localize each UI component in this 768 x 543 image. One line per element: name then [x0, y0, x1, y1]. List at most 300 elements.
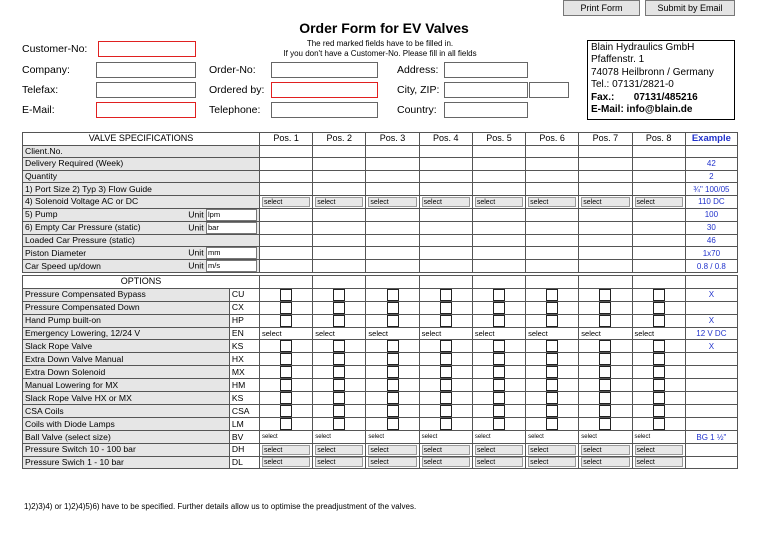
option-select[interactable]: select: [581, 445, 629, 455]
option-checkbox[interactable]: [546, 379, 558, 391]
option-checkbox[interactable]: [440, 340, 452, 352]
position-cell[interactable]: [419, 418, 472, 431]
position-cell[interactable]: [313, 208, 366, 221]
option-checkbox[interactable]: [493, 405, 505, 417]
position-cell[interactable]: [526, 158, 579, 171]
option-select[interactable]: select: [368, 457, 416, 467]
voltage-select[interactable]: select: [528, 197, 576, 207]
option-select[interactable]: select: [528, 432, 576, 442]
option-checkbox[interactable]: [387, 418, 399, 430]
position-cell[interactable]: [472, 288, 525, 301]
option-select[interactable]: select: [368, 445, 416, 455]
option-checkbox[interactable]: [653, 353, 665, 365]
position-cell[interactable]: [526, 392, 579, 405]
position-cell[interactable]: [313, 221, 366, 234]
option-select[interactable]: select: [315, 329, 363, 339]
option-checkbox[interactable]: [653, 418, 665, 430]
position-cell[interactable]: [526, 221, 579, 234]
position-cell[interactable]: [526, 234, 579, 247]
position-cell[interactable]: [579, 195, 632, 208]
option-checkbox[interactable]: [333, 302, 345, 314]
position-cell[interactable]: [579, 170, 632, 183]
option-checkbox[interactable]: [387, 315, 399, 327]
position-cell[interactable]: [579, 260, 632, 273]
option-checkbox[interactable]: [546, 340, 558, 352]
position-cell[interactable]: [366, 392, 419, 405]
position-cell[interactable]: [366, 456, 419, 469]
submit-by-email-button[interactable]: Submit by Email: [645, 0, 735, 16]
position-cell[interactable]: [366, 145, 419, 158]
position-cell[interactable]: [472, 392, 525, 405]
position-cell[interactable]: [419, 327, 472, 340]
position-cell[interactable]: [313, 314, 366, 327]
position-cell[interactable]: [472, 195, 525, 208]
position-cell[interactable]: [313, 195, 366, 208]
position-cell[interactable]: [632, 405, 685, 418]
position-cell[interactable]: [366, 431, 419, 444]
position-cell[interactable]: [259, 247, 312, 260]
option-checkbox[interactable]: [440, 379, 452, 391]
option-checkbox[interactable]: [280, 418, 292, 430]
option-checkbox[interactable]: [333, 289, 345, 301]
position-cell[interactable]: [526, 288, 579, 301]
position-cell[interactable]: [632, 260, 685, 273]
position-cell[interactable]: [366, 443, 419, 456]
position-cell[interactable]: [313, 443, 366, 456]
position-cell[interactable]: [259, 392, 312, 405]
position-cell[interactable]: [579, 340, 632, 353]
position-cell[interactable]: [313, 158, 366, 171]
position-cell[interactable]: [313, 288, 366, 301]
option-select[interactable]: select: [475, 457, 523, 467]
option-checkbox[interactable]: [280, 392, 292, 404]
position-cell[interactable]: [419, 247, 472, 260]
option-checkbox[interactable]: [546, 353, 558, 365]
option-checkbox[interactable]: [440, 353, 452, 365]
position-cell[interactable]: [366, 234, 419, 247]
position-cell[interactable]: [632, 418, 685, 431]
position-cell[interactable]: [579, 405, 632, 418]
position-cell[interactable]: [632, 353, 685, 366]
position-cell[interactable]: [632, 366, 685, 379]
position-cell[interactable]: [259, 340, 312, 353]
position-cell[interactable]: [632, 314, 685, 327]
voltage-select[interactable]: select: [262, 197, 310, 207]
address-field[interactable]: [444, 62, 528, 78]
position-cell[interactable]: [526, 301, 579, 314]
position-cell[interactable]: [526, 170, 579, 183]
position-cell[interactable]: [419, 314, 472, 327]
position-cell[interactable]: [259, 366, 312, 379]
option-checkbox[interactable]: [599, 315, 611, 327]
option-checkbox[interactable]: [280, 353, 292, 365]
position-cell[interactable]: [472, 379, 525, 392]
position-cell[interactable]: [366, 366, 419, 379]
option-checkbox[interactable]: [440, 315, 452, 327]
position-cell[interactable]: [313, 353, 366, 366]
position-cell[interactable]: [259, 353, 312, 366]
option-checkbox[interactable]: [599, 379, 611, 391]
company-field[interactable]: [96, 62, 196, 78]
position-cell[interactable]: [632, 456, 685, 469]
position-cell[interactable]: [313, 260, 366, 273]
position-cell[interactable]: [632, 195, 685, 208]
voltage-select[interactable]: select: [315, 197, 363, 207]
option-checkbox[interactable]: [280, 405, 292, 417]
position-cell[interactable]: [632, 327, 685, 340]
print-form-button[interactable]: Print Form: [563, 0, 640, 16]
option-checkbox[interactable]: [387, 366, 399, 378]
position-cell[interactable]: [632, 183, 685, 196]
option-select[interactable]: select: [262, 445, 310, 455]
position-cell[interactable]: [419, 366, 472, 379]
position-cell[interactable]: [366, 247, 419, 260]
option-select[interactable]: select: [528, 445, 576, 455]
option-checkbox[interactable]: [280, 289, 292, 301]
position-cell[interactable]: [313, 247, 366, 260]
option-checkbox[interactable]: [440, 366, 452, 378]
position-cell[interactable]: [419, 195, 472, 208]
zip-field[interactable]: [529, 82, 569, 98]
position-cell[interactable]: [632, 379, 685, 392]
position-cell[interactable]: [526, 405, 579, 418]
position-cell[interactable]: [526, 340, 579, 353]
position-cell[interactable]: [259, 145, 312, 158]
position-cell[interactable]: [579, 183, 632, 196]
option-select[interactable]: select: [422, 457, 470, 467]
option-checkbox[interactable]: [333, 392, 345, 404]
position-cell[interactable]: [366, 301, 419, 314]
option-checkbox[interactable]: [440, 302, 452, 314]
position-cell[interactable]: [419, 221, 472, 234]
position-cell[interactable]: [366, 288, 419, 301]
position-cell[interactable]: [259, 183, 312, 196]
position-cell[interactable]: [259, 405, 312, 418]
position-cell[interactable]: [632, 234, 685, 247]
option-checkbox[interactable]: [333, 405, 345, 417]
option-checkbox[interactable]: [599, 405, 611, 417]
position-cell[interactable]: [419, 379, 472, 392]
position-cell[interactable]: [579, 314, 632, 327]
option-checkbox[interactable]: [653, 405, 665, 417]
option-select[interactable]: select: [315, 432, 363, 442]
position-cell[interactable]: [419, 456, 472, 469]
position-cell[interactable]: [419, 170, 472, 183]
position-cell[interactable]: [259, 195, 312, 208]
position-cell[interactable]: [526, 208, 579, 221]
position-cell[interactable]: [419, 301, 472, 314]
option-checkbox[interactable]: [493, 418, 505, 430]
position-cell[interactable]: [366, 340, 419, 353]
position-cell[interactable]: [313, 405, 366, 418]
position-cell[interactable]: [313, 183, 366, 196]
position-cell[interactable]: [259, 431, 312, 444]
position-cell[interactable]: [472, 353, 525, 366]
option-checkbox[interactable]: [493, 315, 505, 327]
option-checkbox[interactable]: [387, 289, 399, 301]
position-cell[interactable]: [472, 145, 525, 158]
position-cell[interactable]: [632, 443, 685, 456]
option-checkbox[interactable]: [440, 405, 452, 417]
option-checkbox[interactable]: [333, 418, 345, 430]
position-cell[interactable]: [579, 301, 632, 314]
position-cell[interactable]: [579, 208, 632, 221]
option-select[interactable]: select: [581, 432, 629, 442]
position-cell[interactable]: [579, 366, 632, 379]
position-cell[interactable]: [579, 456, 632, 469]
position-cell[interactable]: [366, 158, 419, 171]
position-cell[interactable]: [366, 260, 419, 273]
position-cell[interactable]: [419, 208, 472, 221]
option-select[interactable]: select: [422, 432, 470, 442]
option-select[interactable]: select: [635, 445, 683, 455]
position-cell[interactable]: [313, 379, 366, 392]
position-cell[interactable]: [313, 431, 366, 444]
unit-field[interactable]: lpm: [206, 209, 257, 221]
unit-field[interactable]: mm: [206, 247, 257, 259]
position-cell[interactable]: [366, 195, 419, 208]
position-cell[interactable]: [526, 456, 579, 469]
option-select[interactable]: select: [262, 457, 310, 467]
position-cell[interactable]: [366, 353, 419, 366]
option-select[interactable]: select: [528, 457, 576, 467]
position-cell[interactable]: [366, 170, 419, 183]
position-cell[interactable]: [632, 158, 685, 171]
option-checkbox[interactable]: [333, 353, 345, 365]
option-select[interactable]: select: [635, 457, 683, 467]
option-checkbox[interactable]: [387, 353, 399, 365]
position-cell[interactable]: [419, 234, 472, 247]
position-cell[interactable]: [366, 327, 419, 340]
position-cell[interactable]: [526, 260, 579, 273]
position-cell[interactable]: [313, 392, 366, 405]
option-checkbox[interactable]: [280, 340, 292, 352]
option-checkbox[interactable]: [493, 302, 505, 314]
option-checkbox[interactable]: [546, 315, 558, 327]
option-checkbox[interactable]: [387, 379, 399, 391]
option-checkbox[interactable]: [440, 289, 452, 301]
option-checkbox[interactable]: [546, 289, 558, 301]
position-cell[interactable]: [259, 158, 312, 171]
position-cell[interactable]: [472, 443, 525, 456]
position-cell[interactable]: [419, 183, 472, 196]
customer-no-field[interactable]: [98, 41, 196, 57]
position-cell[interactable]: [419, 443, 472, 456]
position-cell[interactable]: [526, 145, 579, 158]
position-cell[interactable]: [526, 327, 579, 340]
position-cell[interactable]: [632, 221, 685, 234]
position-cell[interactable]: [579, 288, 632, 301]
position-cell[interactable]: [366, 208, 419, 221]
option-checkbox[interactable]: [387, 302, 399, 314]
position-cell[interactable]: [526, 366, 579, 379]
position-cell[interactable]: [419, 431, 472, 444]
option-checkbox[interactable]: [280, 315, 292, 327]
position-cell[interactable]: [313, 145, 366, 158]
position-cell[interactable]: [526, 195, 579, 208]
position-cell[interactable]: [472, 260, 525, 273]
option-checkbox[interactable]: [280, 302, 292, 314]
position-cell[interactable]: [313, 366, 366, 379]
position-cell[interactable]: [472, 221, 525, 234]
position-cell[interactable]: [579, 443, 632, 456]
option-checkbox[interactable]: [599, 340, 611, 352]
option-checkbox[interactable]: [599, 353, 611, 365]
position-cell[interactable]: [259, 314, 312, 327]
email-field[interactable]: [96, 102, 196, 118]
position-cell[interactable]: [472, 340, 525, 353]
ordered-by-field[interactable]: [271, 82, 378, 98]
position-cell[interactable]: [419, 353, 472, 366]
option-checkbox[interactable]: [440, 392, 452, 404]
option-select[interactable]: select: [262, 329, 310, 339]
position-cell[interactable]: [472, 301, 525, 314]
position-cell[interactable]: [366, 221, 419, 234]
option-checkbox[interactable]: [599, 418, 611, 430]
option-checkbox[interactable]: [333, 379, 345, 391]
option-checkbox[interactable]: [493, 392, 505, 404]
position-cell[interactable]: [313, 418, 366, 431]
position-cell[interactable]: [632, 392, 685, 405]
option-checkbox[interactable]: [440, 418, 452, 430]
position-cell[interactable]: [419, 145, 472, 158]
position-cell[interactable]: [472, 456, 525, 469]
position-cell[interactable]: [526, 379, 579, 392]
option-checkbox[interactable]: [546, 392, 558, 404]
option-select[interactable]: select: [635, 432, 683, 442]
order-no-field[interactable]: [271, 62, 378, 78]
telephone-field[interactable]: [271, 102, 378, 118]
option-checkbox[interactable]: [387, 392, 399, 404]
option-select[interactable]: select: [475, 445, 523, 455]
position-cell[interactable]: [472, 418, 525, 431]
position-cell[interactable]: [259, 260, 312, 273]
option-checkbox[interactable]: [653, 315, 665, 327]
position-cell[interactable]: [526, 183, 579, 196]
position-cell[interactable]: [313, 327, 366, 340]
position-cell[interactable]: [632, 340, 685, 353]
option-checkbox[interactable]: [653, 340, 665, 352]
voltage-select[interactable]: select: [422, 197, 470, 207]
position-cell[interactable]: [579, 392, 632, 405]
position-cell[interactable]: [366, 405, 419, 418]
position-cell[interactable]: [472, 366, 525, 379]
position-cell[interactable]: [472, 314, 525, 327]
city-field[interactable]: [444, 82, 528, 98]
option-select[interactable]: select: [475, 329, 523, 339]
position-cell[interactable]: [632, 247, 685, 260]
position-cell[interactable]: [579, 431, 632, 444]
position-cell[interactable]: [579, 247, 632, 260]
position-cell[interactable]: [259, 288, 312, 301]
position-cell[interactable]: [366, 379, 419, 392]
position-cell[interactable]: [259, 443, 312, 456]
position-cell[interactable]: [472, 208, 525, 221]
position-cell[interactable]: [632, 301, 685, 314]
position-cell[interactable]: [419, 158, 472, 171]
option-checkbox[interactable]: [493, 289, 505, 301]
option-checkbox[interactable]: [653, 366, 665, 378]
position-cell[interactable]: [472, 247, 525, 260]
option-select[interactable]: select: [635, 329, 683, 339]
position-cell[interactable]: [419, 340, 472, 353]
option-checkbox[interactable]: [333, 366, 345, 378]
position-cell[interactable]: [313, 456, 366, 469]
position-cell[interactable]: [259, 170, 312, 183]
position-cell[interactable]: [579, 353, 632, 366]
position-cell[interactable]: [259, 418, 312, 431]
position-cell[interactable]: [259, 327, 312, 340]
unit-field[interactable]: bar: [206, 222, 257, 234]
position-cell[interactable]: [632, 145, 685, 158]
position-cell[interactable]: [419, 260, 472, 273]
option-select[interactable]: select: [581, 457, 629, 467]
option-checkbox[interactable]: [653, 302, 665, 314]
position-cell[interactable]: [472, 431, 525, 444]
option-select[interactable]: select: [422, 445, 470, 455]
option-select[interactable]: select: [475, 432, 523, 442]
position-cell[interactable]: [313, 234, 366, 247]
voltage-select[interactable]: select: [581, 197, 629, 207]
position-cell[interactable]: [472, 327, 525, 340]
position-cell[interactable]: [579, 145, 632, 158]
position-cell[interactable]: [259, 208, 312, 221]
position-cell[interactable]: [526, 431, 579, 444]
position-cell[interactable]: [579, 221, 632, 234]
position-cell[interactable]: [526, 314, 579, 327]
position-cell[interactable]: [579, 379, 632, 392]
position-cell[interactable]: [579, 158, 632, 171]
position-cell[interactable]: [472, 158, 525, 171]
option-checkbox[interactable]: [599, 366, 611, 378]
option-checkbox[interactable]: [546, 302, 558, 314]
position-cell[interactable]: [259, 456, 312, 469]
option-checkbox[interactable]: [653, 392, 665, 404]
position-cell[interactable]: [259, 301, 312, 314]
position-cell[interactable]: [579, 418, 632, 431]
option-checkbox[interactable]: [493, 366, 505, 378]
option-select[interactable]: select: [315, 457, 363, 467]
position-cell[interactable]: [366, 314, 419, 327]
option-select[interactable]: select: [315, 445, 363, 455]
position-cell[interactable]: [419, 405, 472, 418]
option-select[interactable]: select: [422, 329, 470, 339]
voltage-select[interactable]: select: [475, 197, 523, 207]
option-checkbox[interactable]: [599, 392, 611, 404]
position-cell[interactable]: [259, 379, 312, 392]
position-cell[interactable]: [313, 170, 366, 183]
position-cell[interactable]: [632, 170, 685, 183]
telefax-field[interactable]: [96, 82, 196, 98]
position-cell[interactable]: [259, 221, 312, 234]
position-cell[interactable]: [526, 418, 579, 431]
option-checkbox[interactable]: [546, 366, 558, 378]
option-select[interactable]: select: [368, 329, 416, 339]
position-cell[interactable]: [472, 234, 525, 247]
position-cell[interactable]: [472, 170, 525, 183]
position-cell[interactable]: [313, 340, 366, 353]
position-cell[interactable]: [526, 443, 579, 456]
position-cell[interactable]: [472, 183, 525, 196]
option-select[interactable]: select: [262, 432, 310, 442]
position-cell[interactable]: [526, 353, 579, 366]
option-select[interactable]: select: [368, 432, 416, 442]
option-checkbox[interactable]: [599, 302, 611, 314]
voltage-select[interactable]: select: [368, 197, 416, 207]
position-cell[interactable]: [419, 392, 472, 405]
position-cell[interactable]: [526, 247, 579, 260]
option-checkbox[interactable]: [493, 353, 505, 365]
